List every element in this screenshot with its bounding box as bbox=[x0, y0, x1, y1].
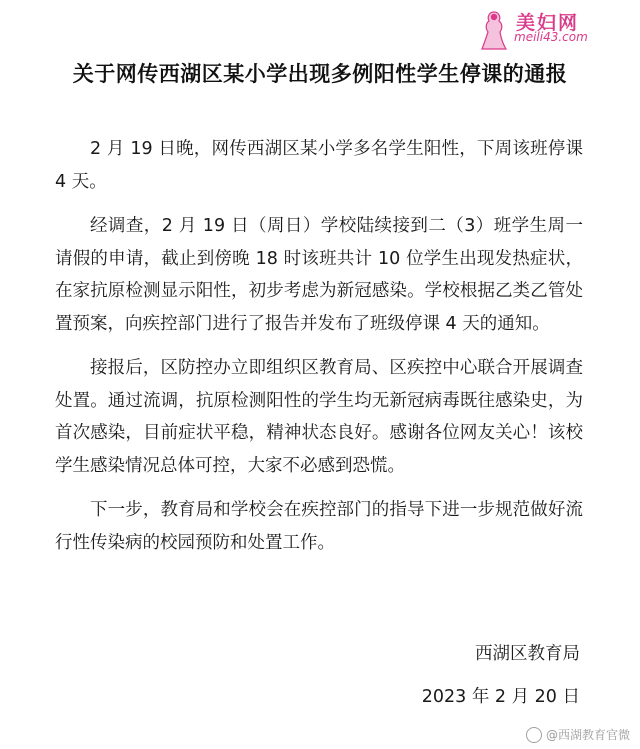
site-name: 美妇网 bbox=[516, 12, 580, 34]
site-url: meili43.com bbox=[514, 30, 588, 44]
watermark-text: @西湖教育官微 bbox=[545, 728, 630, 742]
document-date: 2023 年 2 月 20 日 bbox=[421, 687, 580, 707]
signature: 西湖区教育局 bbox=[475, 644, 580, 664]
paragraph: 经调查，2 月 19 日（周日）学校陆续接到二（3）班学生周一请假的申请，截止到傍晚 18 时该班共计 10 位学生出现发热症状，在家抗原检测显示阳性，初步考虑为新冠感染。学校根据乙类乙管处置预案，向疾控部门进行了报告并发布了班级停课 4 天的通知。 bbox=[55, 216, 583, 334]
paragraph: 2 月 19 日晚，网传西湖区某小学多名学生阳性，下周该班停课 4 天。 bbox=[55, 139, 583, 192]
document-body bbox=[55, 133, 583, 571]
weibo-icon bbox=[526, 727, 542, 743]
document-title: 关于网传西湖区某小学出现多例阳性学生停课的通报 bbox=[72, 62, 568, 86]
paragraph: 接报后，区防控办立即组织区教育局、区疾控中心联合开展调查处置。通过流调，抗原检测阳性的学生均无新冠病毒既往感染史，为首次感染，目前症状平稳，精神状态良好。感谢各位网友关心！该校学生感染情况总体可控，大家不必感到恐慌。 bbox=[55, 358, 583, 476]
watermark bbox=[526, 726, 630, 743]
site-logo[interactable] bbox=[476, 6, 626, 50]
paragraph: 下一步，教育局和学校会在疾控部门的指导下进一步规范做好流行性传染病的校园预防和处置工作。 bbox=[55, 500, 583, 553]
lady-silhouette-icon bbox=[476, 8, 512, 50]
